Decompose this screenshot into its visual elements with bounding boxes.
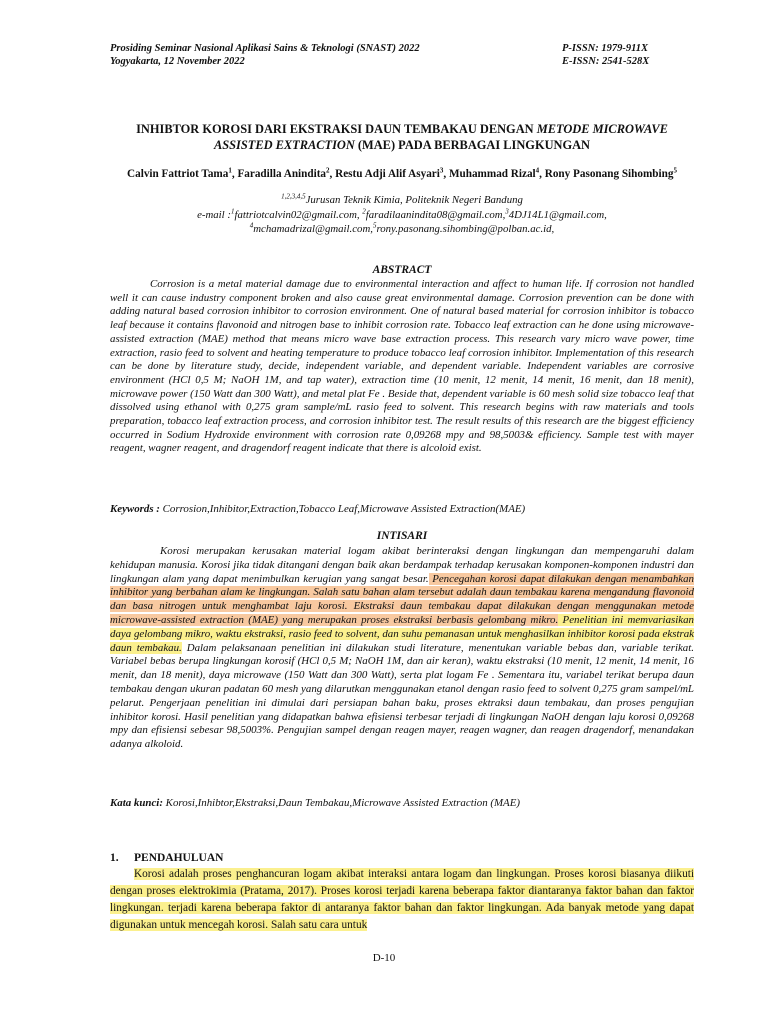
author-emails: e-mail :$^1$fattriotcalvin02@gmail.com, $^2$faradilaanindita08@gmail.com,$^3$4DJ14L1@gmail.com, $^4$mchamadrizal@gmail.com,$^5$rony.pasonang.sihombing@polban.ac.id,	[197, 207, 607, 235]
highlight-yellow-intro: Korosi adalah proses penghancuran logam akibat interaksi antara logam dan lingkungan. Proses korosi biasanya diikuti dengan proses elektrokimia (Pratama, 2017). Proses korosi terjadi karena beberapa faktor diantaranya faktor bahan dan faktor lingkungan. terjadi karena beberapa faktor di antaranya faktor bahan dan faktor lingkungan. Ada banyak metode yang dapat digunakan untuk mencegah korosi. Salah satu cara untuk	[110, 868, 694, 931]
intisari-heading: INTISARI	[376, 530, 428, 542]
email-link-4[interactable]: mchamadrizal@gmail.com,	[253, 223, 373, 235]
p-issn: P-ISSN: 1979-911X	[562, 43, 649, 54]
kata-kunci-label: Kata kunci:	[110, 797, 163, 809]
conference-location-date: Yogyakarta, 12 November 2022	[110, 56, 245, 67]
conference-name: Prosiding Seminar Nasional Aplikasi Sains & Teknologi (SNAST) 2022	[110, 43, 420, 54]
paper-title: INHIBTOR KOROSI DARI EKSTRAKSI DAUN TEMBAKAU DENGAN METODE MICROWAVE ASSISTED EXTRACTION (MAE) PADA BERBAGAI LINGKUNGAN	[136, 122, 668, 152]
affiliation: $^{1,2,3,4,5}$Jurusan Teknik Kimia, Politeknik Negeri Bandung	[281, 192, 523, 206]
section-number: 1.	[110, 852, 119, 864]
highlight-orange: Pencegahan korosi dapat dilakukan dengan menambahkan inhibitor yang berbahan alam ke lingkungan. Salah satu bahan alam tersebut adalah daun tembakau karena mengandung flavonoid dan basa nitrogen untuk menghambat laju korosi. Ekstraksi daun tembakau dapat dilakukan dengan menggunakan metode microwave-assisted extraction (MAE) yang merupakan proses ekstraksi berbasis gelombang mikro.	[110, 572, 694, 626]
abstract-body: Corrosion is a metal material damage due to environmental interaction and affect to human life. If corrosion not handled well it can cause industry component broken and also cause great environmental damage. Corrosion prevention can be done with adding natural based corrosion inhibitor to corrosion environment. One of natural based material for corrosion inhibitor is tobacco leaf because it contains flavonoid and nitrogen base to inhibit corrosion rate. Tobacco leaf extraction can he done using microwave-assisted extraction (MAE) method that means micro wave base extraction process. This research vary micro wave power, time extraction, rasio feed to solvent and heating temperature to produce tobacco leaf corrosion inhibitor. Implementation of this research can be done by literature study, decide, independent variable, and dependent variable. Independent variables are corrosive environment (HCl 0,5 M; NaOH 1M, and tap water), extraction time (10 menit, 12 menit, 14 menit, 16 menit, dan 18 menit), microwave power (150 Watt dan 300 Watt), and metal plat Fe . Beside that, dependent variable is 60 mesh solid size tobacco leaf that dissolved using ethanol with 0,275 gram sample/mL rasio feed to solvent. This research begins with raw materials and tools preparation, tobacco leaf extraction process, and corrosion inhibitor test. The result results of this research are the biggest efficiency occurred in Sodium Hydroxide environment with corrosion rate 0,09268 mpy and 98,5003& efficiency. Sample test with mayer reagent, wagner reagent, and dragendorf reagent indicate that there is alcoloid exist.	[110, 278, 694, 455]
email-link-3[interactable]: 4DJ14L1@gmail.com,	[508, 209, 607, 221]
running-header-left	[110, 42, 420, 68]
introduction-paragraph	[110, 866, 694, 934]
author-list: Calvin Fattriot Tama$^1$, Faradilla Anindita$^2$, Restu Adji Alif Asyari$^3$, Muhammad Rizal$^4$, Rony Pasonang Sihombing$^5$	[127, 166, 677, 180]
keywords-label: Keywords :	[110, 503, 160, 515]
section-heading-pendahuluan	[110, 852, 223, 864]
email-link-5[interactable]: rony.pasonang.sihombing@polban.ac.id,	[376, 223, 555, 235]
intisari-body: Korosi merupakan kerusakan material logam akibat berinteraksi dengan lingkungan dan mempengaruhi dalam kehidupan manusia. Korosi jika tidak ditangani dengan baik akan berdampak terhadap kerusakan komponen-komponen industri dan lingkungan alam yang dapat menimbulkan kerugian yang sangat besar. Pencegahan korosi dapat dilakukan dengan menambahkan inhibitor yang berbahan alam ke lingkungan. Salah satu bahan alam tersebut adalah daun tembakau karena mengandung flavonoid dan basa nitrogen untuk menghambat laju korosi. Ekstraksi daun tembakau dapat dilakukan dengan menggunakan metode microwave-assisted extraction (MAE) yang merupakan proses ekstraksi berbasis gelombang mikro. Penelitian ini memvariasikan daya gelombang mikro, waktu ekstraksi, rasio feed to solvent, dan suhu pemanasan untuk menghasilkan inhibitor korosi pada ekstrak daun tembakau. Dalam pelaksanaan penelitian ini dilakukan studi literature, menentukan variable bebas dan, variable terikat. Variabel bebas berupa lingkungan korosif (HCl 0,5 M; NaOH 1M, dan air keran), waktu ekstraksi (10 menit, 12 menit, 14 menit, 16 menit, dan 18 menit), daya microwave (150 Watt dan 300 Watt), serta plat logam Fe . Sementara itu, variabel terikat berupa daun tembakau dengan ukuran padatan 60 mesh yang dilarutkan menggunakan etanol dengan rasio feed to solvent 0,275 gram sampel/mL pelarut. Pengerjaan penelitian ini dimulai dari persiapan bahan baku, proses ektraksi daun tembakau, dan proses pengujian inhibitor korosi. Hasil penelitian yang didapatkan bahwa efisiensi terbesar terjadi di lingkungan NaOH dengan laju korosi 0,09268 mpy dan efisiensi sebesar 98,5003%. Pengujian sampel dengan reagen mayer, reagen wagner, dan reagen dragendorf, menandakan adanya alkoloid.	[110, 545, 695, 751]
e-issn: E-ISSN: 2541-528X	[562, 56, 650, 67]
keywords	[110, 503, 694, 515]
running-header-right	[562, 42, 649, 68]
kata-kunci	[110, 797, 694, 809]
email-link-1[interactable]: fattriotcalvin02@gmail.com,	[234, 209, 363, 221]
abstract-heading: ABSTRACT	[372, 264, 432, 276]
kata-kunci-text: Korosi,Inhibtor,Ekstraksi,Daun Tembakau,Microwave Assisted Extraction (MAE)	[162, 797, 520, 809]
keywords-text: Corrosion,Inhibitor,Extraction,Tobacco Leaf,Microwave Assisted Extraction(MAE)	[159, 503, 526, 515]
section-title: PENDAHULUAN	[134, 852, 224, 864]
highlight-yellow: Penelitian ini memvariasikan daya gelombang mikro, waktu ekstraksi, rasio feed to solvent, dan suhu pemanasan untuk menghasilkan inhibitor korosi pada ekstrak daun tembakau.	[110, 613, 695, 654]
page-number: D-10	[372, 952, 396, 964]
email-link-2[interactable]: faradilaanindita08@gmail.com,	[365, 209, 506, 221]
